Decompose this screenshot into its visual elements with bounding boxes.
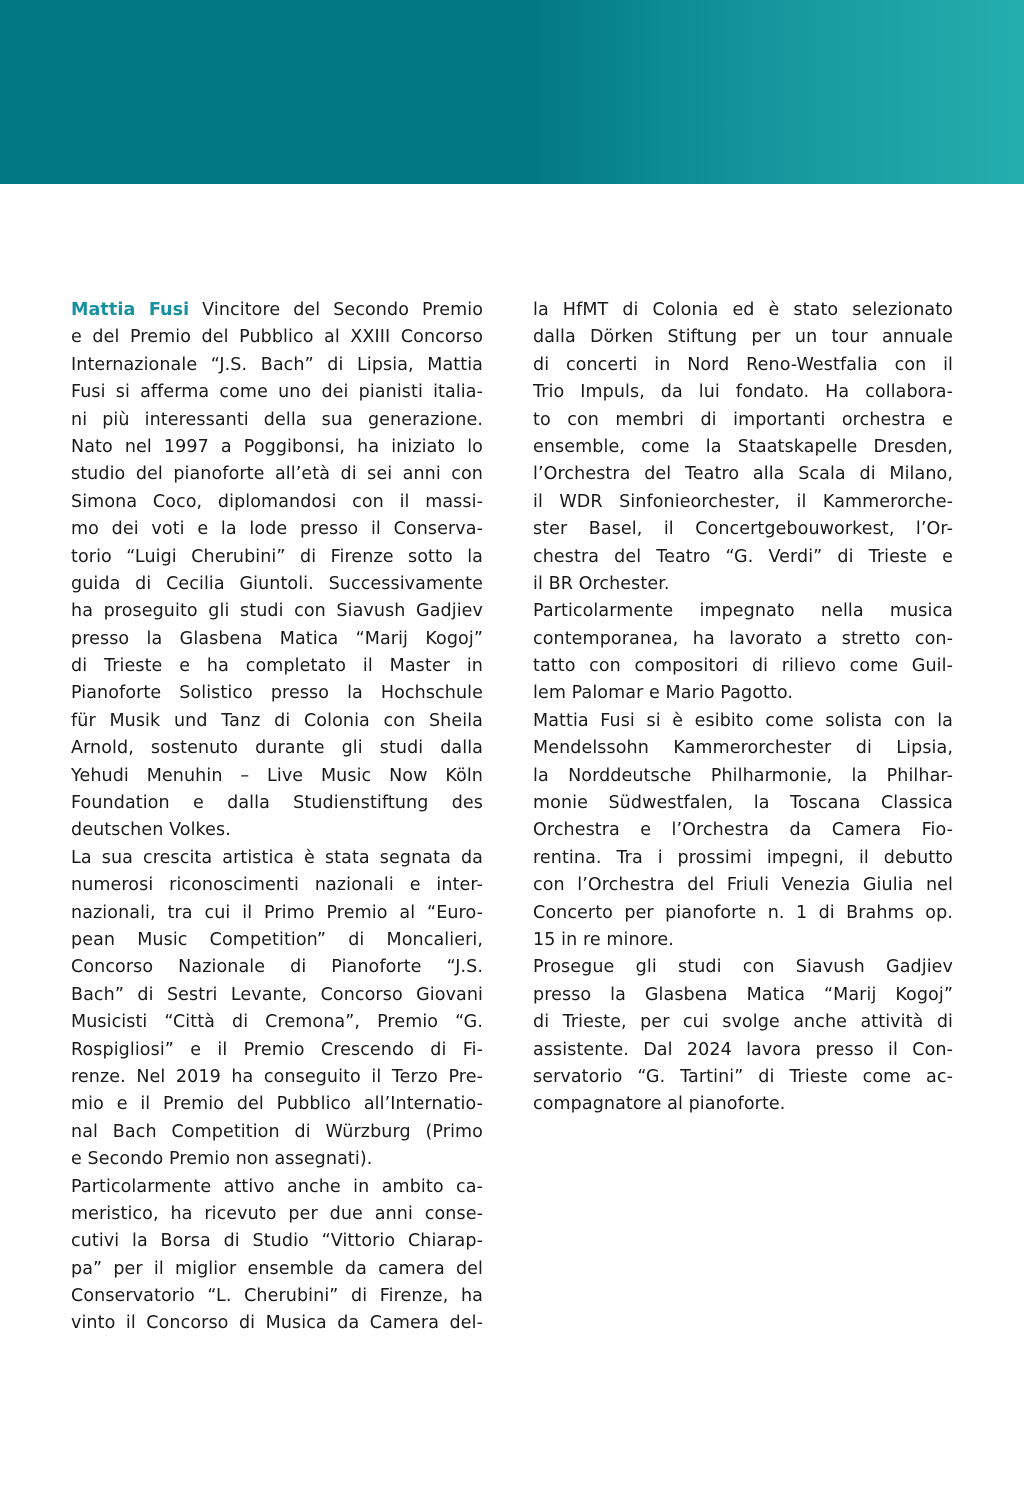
bio-text-line: Bach” di Sestri Levante, Concorso Giovani xyxy=(71,984,483,1005)
bio-text-line: mo dei voti e la lode presso il Conserva- xyxy=(71,519,483,540)
bio-text-line: meristico, ha ricevuto per due anni conse- xyxy=(71,1203,483,1224)
bio-text-line: e Secondo Premio non assegnati). xyxy=(71,1149,373,1170)
bio-text-line: la Norddeutsche Philharmonie, la Philhar- xyxy=(533,765,953,786)
bio-text-line: Nato nel 1997 a Poggibonsi, ha iniziato lo xyxy=(71,436,483,457)
bio-text-line: contemporanea, ha lavorato a stretto con- xyxy=(533,628,953,649)
bio-text-line: nazionali, tra cui il Primo Premio al “Euro- xyxy=(71,902,483,923)
bio-text-line: pa” per il miglior ensemble da camera del xyxy=(71,1258,483,1279)
bio-text-line: pean Music Competition” di Moncalieri, xyxy=(71,929,483,950)
bio-text-line: studio del pianoforte all’età di sei anni con xyxy=(71,464,483,485)
bio-text-line: Foundation e dalla Studienstiftung des xyxy=(71,793,483,814)
bio-text-line: ni più interessanti della sua generazione. xyxy=(71,409,483,430)
bio-text-line: Pianoforte Solistico presso la Hochschule xyxy=(71,683,483,704)
bio-text-line: ster Basel, il Concertgebouworkest, l’Or- xyxy=(533,519,953,540)
bio-text-line: Particolarmente attivo anche in ambito ca- xyxy=(71,1176,483,1197)
bio-text-line: Internazionale “J.S. Bach” di Lipsia, Mattia xyxy=(71,354,483,375)
bio-text-line: Conservatorio “L. Cherubini” di Firenze, ha xyxy=(71,1286,483,1307)
bio-text-line: Concorso Nazionale di Pianoforte “J.S. xyxy=(71,957,483,978)
bio-text-line: Orchestra e l’Orchestra da Camera Fio- xyxy=(533,820,953,841)
bio-column-left xyxy=(71,297,483,1338)
bio-text-line: monie Südwestfalen, la Toscana Classica xyxy=(533,793,953,814)
bio-text-line: Concerto per pianoforte n. 1 di Brahms op. xyxy=(533,902,953,923)
bio-text-line: ensemble, come la Staatskapelle Dresden, xyxy=(533,436,953,457)
bio-text-line: mio e il Premio del Pubblico all’Internatio- xyxy=(71,1094,483,1115)
bio-text-line: numerosi riconoscimenti nazionali e inter- xyxy=(71,875,483,896)
bio-text-line: Rospigliosi” e il Premio Crescendo di Fi- xyxy=(71,1039,483,1060)
bio-text-line: Mattia Fusi si è esibito come solista con la xyxy=(533,710,953,731)
bio-text-line: il BR Orchester. xyxy=(533,573,670,594)
header-color-band xyxy=(0,0,1024,184)
bio-text-line: servatorio “G. Tartini” di Trieste come ac- xyxy=(533,1066,953,1087)
bio-text-line xyxy=(71,297,483,324)
bio-text-line: e del Premio del Pubblico al XXIII Concorso xyxy=(71,327,483,348)
bio-text-line: guida di Cecilia Giuntoli. Successivamente xyxy=(71,573,483,594)
bio-text-line: dalla Dörken Stiftung per un tour annuale xyxy=(533,327,953,348)
bio-column-right xyxy=(533,297,953,1119)
bio-text-line: Particolarmente impegnato nella musica xyxy=(533,601,953,622)
bio-text-line: Prosegue gli studi con Siavush Gadjiev xyxy=(533,957,953,978)
bio-text-line: di Trieste e ha completato il Master in xyxy=(71,656,483,677)
bio-text-line: rentina. Tra i prossimi impegni, il debutto xyxy=(533,847,953,868)
bio-text-line: 15 in re minore. xyxy=(533,929,674,950)
bio-text-line: assistente. Dal 2024 lavora presso il Con- xyxy=(533,1039,953,1060)
bio-text-line: Simona Coco, diplomandosi con il massi- xyxy=(71,491,483,512)
bio-text-line: vinto il Concorso di Musica da Camera del- xyxy=(71,1313,483,1334)
bio-text-line: La sua crescita artistica è stata segnata da xyxy=(71,847,483,868)
bio-text-line: ha proseguito gli studi con Siavush Gadjiev xyxy=(71,601,483,622)
bio-text-line: Yehudi Menuhin – Live Music Now Köln xyxy=(71,765,483,786)
bio-text-line: Musicisti “Città di Cremona”, Premio “G. xyxy=(71,1012,483,1033)
bio-text-line: presso la Glasbena Matica “Marij Kogoj” xyxy=(533,984,953,1005)
bio-text-line: la HfMT di Colonia ed è stato selezionato xyxy=(533,300,953,320)
bio-text-line: l’Orchestra del Teatro alla Scala di Milano, xyxy=(533,464,953,485)
bio-text-line: lem Palomar e Mario Pagotto. xyxy=(533,683,794,704)
bio-text-line: chestra del Teatro “G. Verdi” di Trieste e xyxy=(533,546,953,567)
artist-name: Mattia Fusi xyxy=(71,300,190,320)
bio-text-line: Mendelssohn Kammerorchester di Lipsia, xyxy=(533,738,953,759)
bio-text: Vincitore del Secondo Premio xyxy=(189,300,483,320)
bio-text-line: cutivi la Borsa di Studio “Vittorio Chiarap- xyxy=(71,1231,483,1252)
bio-text-line: con l’Orchestra del Friuli Venezia Giulia nel xyxy=(533,875,953,896)
bio-text-line: Fusi si afferma come uno dei pianisti italia- xyxy=(71,382,483,403)
bio-text-line: Trio Impuls, da lui fondato. Ha collabora- xyxy=(533,382,953,403)
bio-text-line: torio “Luigi Cherubini” di Firenze sotto la xyxy=(71,546,483,567)
bio-text-line: di Trieste, per cui svolge anche attività di xyxy=(533,1012,953,1033)
bio-text-line: di concerti in Nord Reno-Westfalia con il xyxy=(533,354,953,375)
bio-text-line: tatto con compositori di rilievo come Guil- xyxy=(533,656,953,677)
bio-text-line: nal Bach Competition di Würzburg (Primo xyxy=(71,1121,483,1142)
bio-text-line: il WDR Sinfonieorchester, il Kammerorche- xyxy=(533,491,953,512)
bio-text-line: Arnold, sostenuto durante gli studi dalla xyxy=(71,738,483,759)
bio-text-line: für Musik und Tanz di Colonia con Sheila xyxy=(71,710,483,731)
bio-text-line: to con membri di importanti orchestra e xyxy=(533,409,953,430)
bio-text-line: renze. Nel 2019 ha conseguito il Terzo Pre- xyxy=(71,1066,483,1087)
bio-text-line: presso la Glasbena Matica “Marij Kogoj” xyxy=(71,628,483,649)
bio-text-line: deutschen Volkes. xyxy=(71,820,231,841)
bio-text-line: compagnatore al pianoforte. xyxy=(533,1094,786,1115)
